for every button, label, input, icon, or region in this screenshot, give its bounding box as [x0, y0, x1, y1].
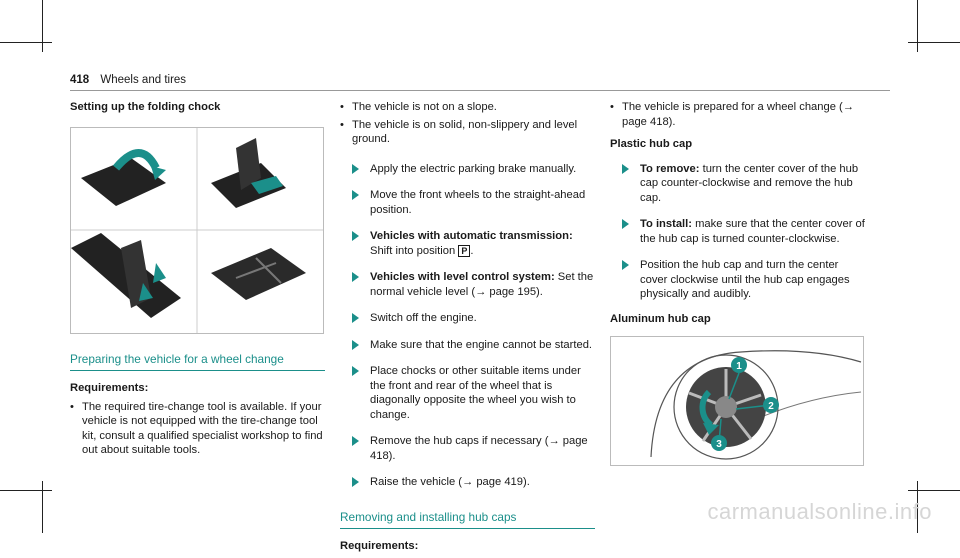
requirement-item: • The vehicle is not on a slope. [340, 100, 595, 115]
step-arrow-icon [352, 436, 359, 446]
gear-p-symbol: P [458, 245, 470, 257]
step-arrow-icon [352, 231, 359, 241]
step-item: Place chocks or other suitable items under the front and rear of the wheel that is diagonally opposite the wheel you wish to change. [340, 364, 595, 422]
header-rule [70, 90, 890, 91]
requirement-item: • The vehicle is on solid, non-slippery and level ground. [340, 118, 595, 147]
hub-cap-figure [610, 336, 864, 466]
figure-title: Setting up the folding chock [70, 101, 221, 113]
subheading: Plastic hub cap [610, 138, 693, 150]
requirement-item: • The vehicle is prepared for a wheel change (→ page 418). [610, 100, 865, 129]
step-arrow-icon [352, 477, 359, 487]
requirements-label: Requirements: [340, 540, 419, 552]
crop-mark [908, 42, 960, 43]
page-header [70, 74, 186, 86]
step-item: Move the front wheels to the straight-ahead position. [340, 188, 595, 217]
chapter-title: Wheels and tires [100, 74, 187, 86]
crop-mark [908, 490, 960, 491]
page-number: 418 [70, 74, 90, 86]
step-item: Position the hub cap and turn the center cover clockwise until the hub cap engages physically and audibly. [610, 258, 865, 302]
step-item: Apply the electric parking brake manually. [340, 162, 595, 177]
hub-cap-illustration [611, 337, 863, 465]
column-right [610, 100, 865, 466]
column-middle [340, 100, 595, 558]
section-heading: Preparing the vehicle for a wheel change [70, 352, 325, 372]
crop-mark [0, 42, 52, 43]
step-arrow-icon [622, 260, 629, 270]
step-arrow-icon [352, 366, 359, 376]
crop-mark [42, 0, 43, 52]
step-arrow-icon [622, 164, 629, 174]
step-item: To install: make sure that the center cover of the hub cap is turned counter-clockwise. [610, 217, 865, 246]
step-item: Vehicles with level control system: Set the normal vehicle level (→ page 195). [340, 270, 595, 299]
step-item: Remove the hub caps if necessary (→ page 418). [340, 434, 595, 463]
subheading: Aluminum hub cap [610, 312, 711, 325]
requirements-label: Requirements: [70, 382, 149, 394]
step-arrow-icon [352, 340, 359, 350]
step-arrow-icon [352, 272, 359, 282]
callout-1: 1 [736, 361, 742, 372]
step-item: Raise the vehicle (→ page 419). [340, 475, 595, 490]
folding-chock-figure [70, 127, 324, 334]
callout-2: 2 [768, 401, 774, 412]
step-item: To remove: turn the center cover of the hub cap counter-clockwise and remove the hub cap. [610, 162, 865, 206]
step-item: Switch off the engine. [340, 311, 595, 326]
column-left [70, 100, 325, 461]
step-arrow-icon [352, 164, 359, 174]
step-item: Make sure that the engine cannot be started. [340, 338, 595, 353]
crop-mark [42, 481, 43, 533]
folding-chock-illustration [71, 128, 323, 333]
watermark: carmanualsonline.info [707, 499, 932, 524]
step-arrow-icon [622, 219, 629, 229]
step-item: Vehicles with automatic transmission: Shift into position P . [340, 229, 595, 258]
callout-3: 3 [716, 439, 722, 450]
step-arrow-icon [352, 190, 359, 200]
crop-mark [917, 0, 918, 52]
section-heading: Removing and installing hub caps [340, 510, 595, 530]
crop-mark [0, 490, 52, 491]
step-arrow-icon [352, 313, 359, 323]
requirement-item: • The required tire-change tool is available. If your vehicle is not equipped with the tire-change tool kit, consult a qualified specialist workshop to find out about suitable tools. [70, 400, 325, 458]
